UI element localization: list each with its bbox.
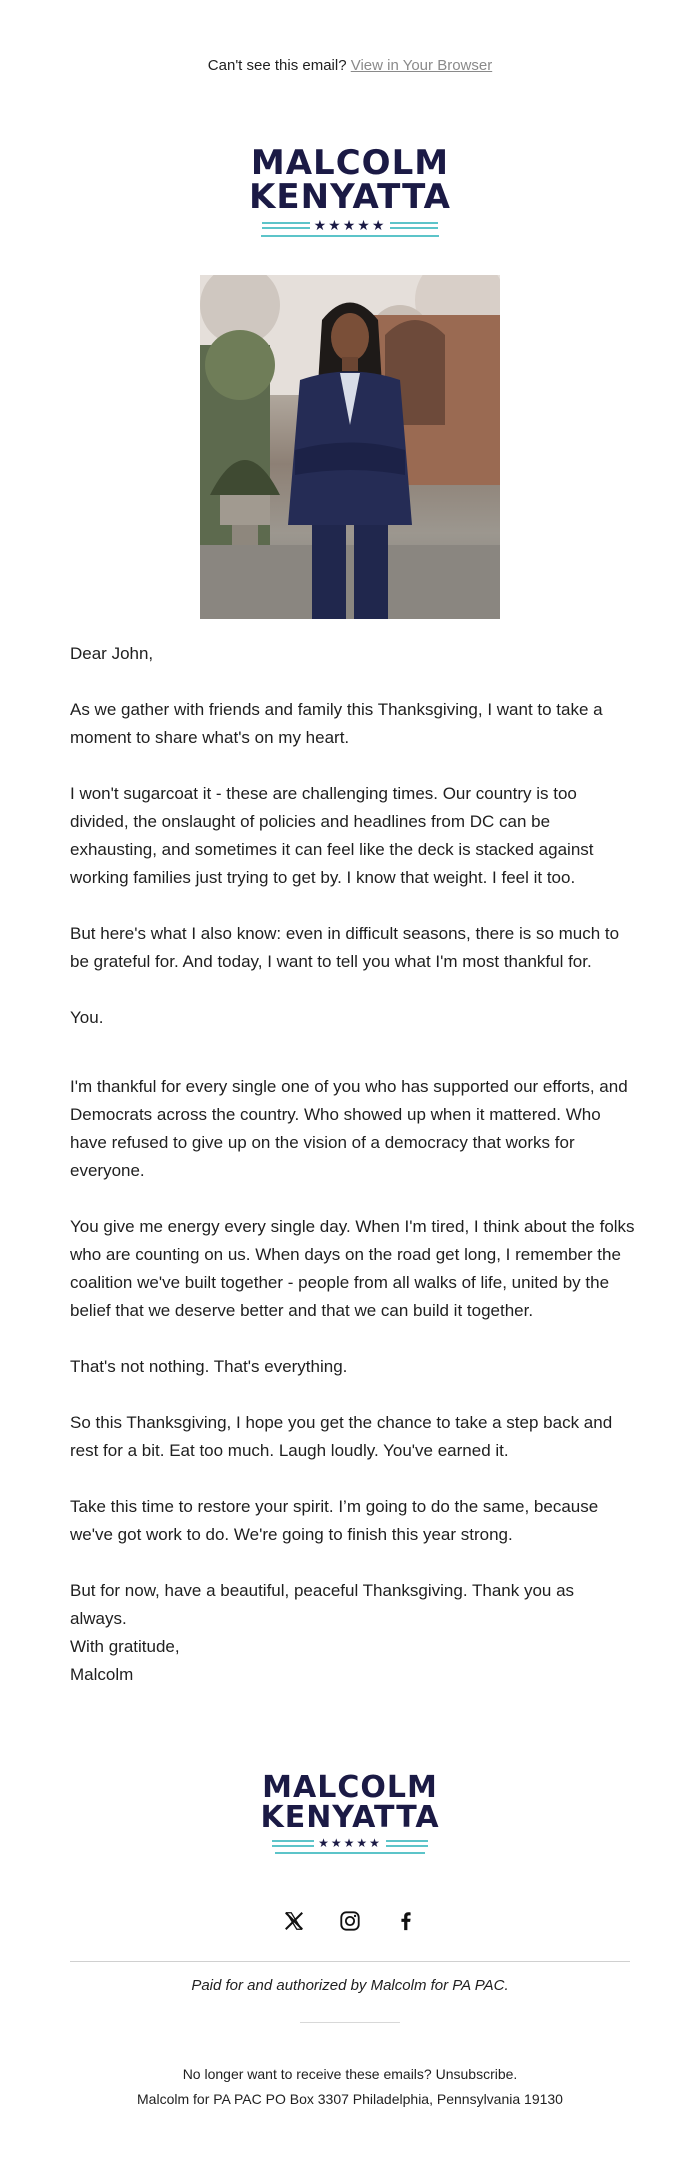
paragraph-3 <box>70 920 635 976</box>
paragraph-text: I'm thankful for every single one of you who has supported our efforts, and Democrats across the country. Who showed up when it mattered. Who have refused to give up on the vision of a democracy that works for everyone. <box>70 1077 628 1180</box>
paragraph-8 <box>70 1409 635 1465</box>
paragraph-2 <box>70 780 635 892</box>
paragraph-text: You. <box>70 1008 104 1027</box>
logo-stripes-left <box>262 222 310 229</box>
logo-underline <box>275 1852 425 1854</box>
logo-star-bar <box>0 1837 700 1849</box>
logo-underline <box>261 235 439 237</box>
paragraph-7 <box>70 1353 635 1381</box>
paragraph-text: Take this time to restore your spirit. I’m going to do the same, because we've got work to do. We're going to finish this year strong. <box>70 1497 599 1544</box>
candidate-photo-illustration <box>200 275 500 619</box>
paragraph-9 <box>70 1493 635 1549</box>
paid-for-disclaimer: Paid for and authorized by Malcolm for PA PAC. <box>191 1977 509 1994</box>
mailing-address: Malcolm for PA PAC PO Box 3307 Philadelphia, Pennsylvania 19130 <box>137 2091 563 2107</box>
logo-stripes-right <box>390 222 438 229</box>
logo-line-2: KENYATTA <box>260 1800 440 1835</box>
x-twitter-icon[interactable] <box>281 1908 307 1934</box>
logo-star-bar <box>0 218 700 232</box>
paragraph-text: That's not nothing. That's everything. <box>70 1357 348 1376</box>
candidate-photo <box>200 275 500 619</box>
signoff-text: With gratitude, <box>70 1637 180 1656</box>
logo-line-1: MALCOLM <box>250 143 450 183</box>
paragraph-5 <box>70 1073 635 1185</box>
paragraph-text: But here's what I also know: even in difficult seasons, there is so much to be grateful for. And today, I want to tell you what I'm most thankful for. <box>70 924 620 971</box>
cant-see-text: Can't see this email? <box>207 57 347 74</box>
instagram-icon[interactable] <box>337 1908 363 1934</box>
logo-stars: ★★★★★ <box>318 1836 382 1850</box>
logo-stripes-left <box>272 1840 314 1847</box>
view-in-browser-line <box>0 57 700 74</box>
logo-line-2: KENYATTA <box>249 177 451 217</box>
paragraph-1 <box>70 696 635 752</box>
paragraph-4 <box>70 1004 635 1032</box>
social-links <box>0 1908 700 1934</box>
paragraph-text: So this Thanksgiving, I hope you get the chance to take a step back and rest for a bit. Eat too much. Laugh loudly. You've earned it. <box>70 1413 613 1460</box>
footer-divider <box>70 1961 630 1962</box>
paragraph-text: You give me energy every single day. When I'm tired, I think about the folks who are counting on us. When days on the road get long, I remember the coalition we've built together - people from all walks of life, united by the belief that we deserve better and that we can build it together. <box>70 1217 635 1320</box>
paragraph-text: As we gather with friends and family this Thanksgiving, I want to take a moment to share what's on my heart. <box>70 700 603 747</box>
paragraph-text: But for now, have a beautiful, peaceful Thanksgiving. Thank you as always. <box>70 1581 575 1628</box>
paragraph-6 <box>70 1213 635 1325</box>
logo-stripes-right <box>386 1840 428 1847</box>
facebook-icon[interactable] <box>393 1908 419 1934</box>
logo-stars: ★★★★★ <box>313 217 387 233</box>
footer-logo[interactable] <box>0 1770 700 1854</box>
unsubscribe-text[interactable]: No longer want to receive these emails? Unsubscribe. <box>182 2066 518 2082</box>
paragraph-10 <box>70 1577 635 1633</box>
header-logo[interactable] <box>0 143 700 237</box>
view-in-browser-link[interactable]: View in Your Browser <box>350 57 493 74</box>
signature-text: Malcolm <box>70 1665 134 1684</box>
footer-short-divider <box>300 2022 400 2023</box>
greeting-text: Dear John, <box>70 644 154 663</box>
signoff-block <box>70 1633 635 1689</box>
unsubscribe-line[interactable] <box>0 2066 700 2082</box>
paragraph-text: I won't sugarcoat it - these are challenging times. Our country is too divided, the onslaught of policies and headlines from DC can be exhausting, and sometimes it can feel like the deck is stacked against working families just trying to get by. I know that weight. I feel it too. <box>70 784 594 887</box>
logo-line-1: MALCOLM <box>262 1770 438 1805</box>
greeting <box>70 640 635 668</box>
